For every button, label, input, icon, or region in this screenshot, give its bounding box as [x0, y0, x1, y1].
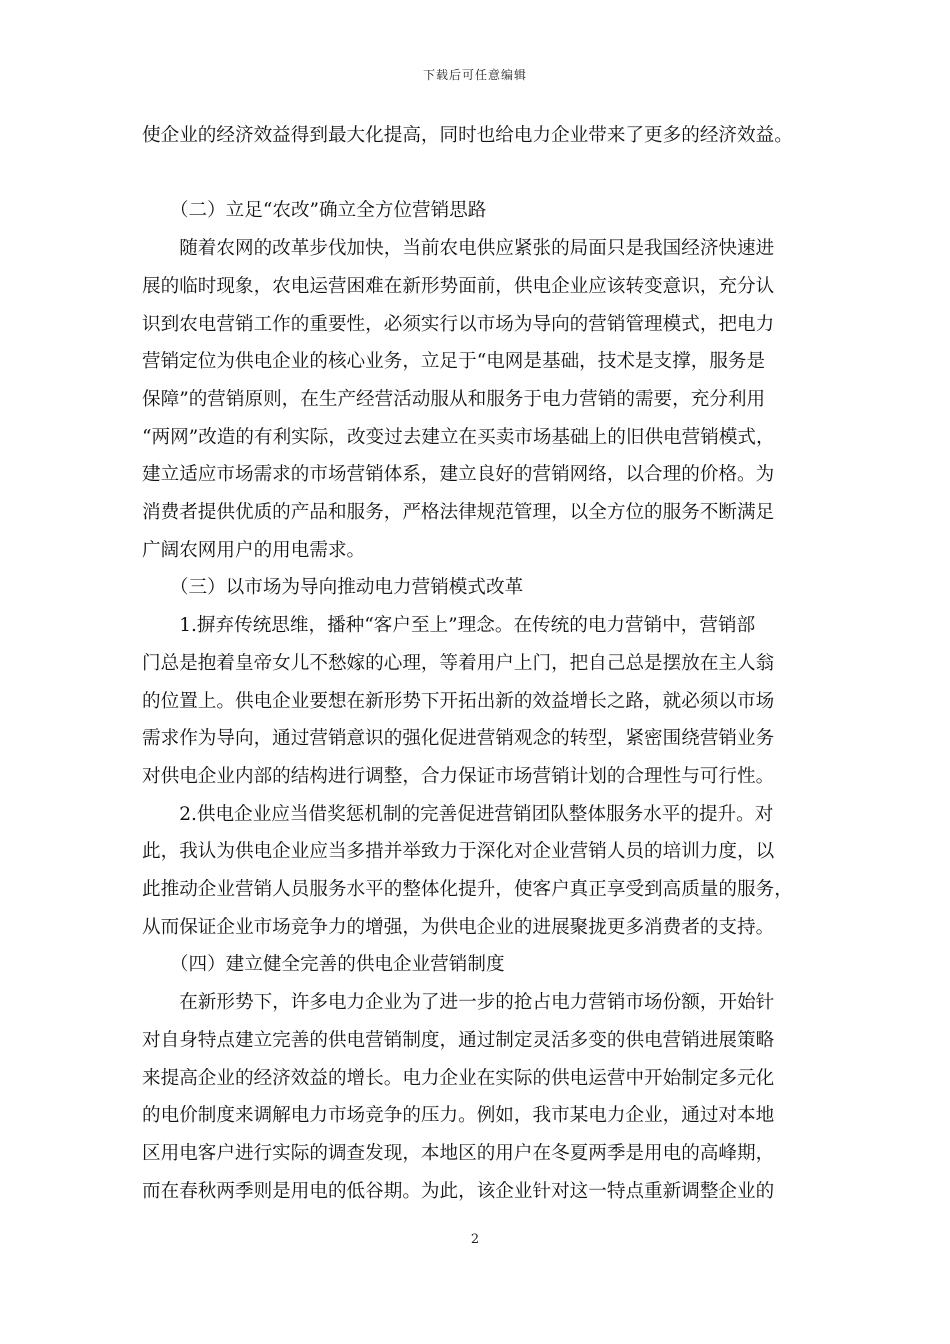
text-line: 而在春秋两季则是用电的低谷期。为此，该企业针对这一特点重新调整企业的	[142, 1180, 775, 1202]
document-body	[142, 117, 814, 1210]
page-number: 2	[470, 1232, 480, 1247]
text-line: 消费者提供优质的产品和服务，严格法律规范管理，以全方位的服务不断满足	[142, 502, 775, 524]
text-line: 的电价制度来调解电力市场竞争的压力。例如，我市某电力企业，通过对本地	[142, 1105, 775, 1127]
text-line: 需求作为导向，通过营销意识的强化促进营销观念的转型，紧密围绕营销业务	[142, 728, 775, 750]
text-line: 保障”的营销原则，在生产经营活动服从和服务于电力营销的需要，充分利用	[142, 388, 766, 410]
text-line: 从而保证企业市场竞争力的增强，为供电企业的进展聚拢更多消费者的支持。	[142, 916, 775, 938]
text-line: 此，我认为供电企业应当多措并举致力于深化对企业营销人员的培训力度，以	[142, 841, 775, 863]
section-heading: （四）建立健全完善的供电企业营销制度	[142, 954, 505, 976]
text-line: 广阔农网用户的用电需求。	[142, 539, 366, 561]
text-line: 2.供电企业应当借奖惩机制的完善促进营销团队整体服务水平的提升。对	[142, 803, 774, 825]
text-line: 展的临时现象，农电运营困难在新形势面前，供电企业应该转变意识，充分认	[142, 275, 775, 297]
text-line: 使企业的经济效益得到最大化提高，同时也给电力企业带来了更多的经济效益。	[142, 125, 793, 146]
text-line: 对供电企业内部的结构进行调整，合力保证市场营销计划的合理性与可行性。	[142, 765, 775, 787]
text-line: 在新形势下，许多电力企业为了进一步的抢占电力营销市场份额，开始针	[142, 992, 775, 1014]
text-line: 建立适应市场需求的市场营销体系，建立良好的营销网络，以合理的价格。为	[142, 464, 775, 486]
page-header: 下载后可任意编辑	[422, 68, 527, 82]
text-line: 1.摒弃传统思维，播种“客户至上”理念。在传统的电力营销中，营销部	[142, 615, 756, 637]
text-line: 的位置上。供电企业要想在新形势下开拓出新的效益增长之路，就必须以市场	[142, 690, 775, 712]
text-line: 识到农电营销工作的重要性，必须实行以市场为导向的营销管理模式，把电力	[142, 313, 775, 335]
paragraph-gap	[142, 155, 814, 193]
text-line: 来提高企业的经济效益的增长。电力企业在实际的供电运营中开始制定多元化	[142, 1067, 775, 1089]
text-line: “两网”改造的有利实际，改变过去建立在买卖市场基础上的旧供电营销模式，	[142, 426, 775, 448]
section-heading: （二）立足“农改”确立全方位营销思路	[142, 200, 487, 222]
text-line: 门总是抱着皇帝女儿不愁嫁的心理，等着用户上门，把自己总是摆放在主人翁	[142, 652, 775, 674]
text-line: 对自身特点建立完善的供电营销制度，通过制定灵活多变的供电营销进展策略	[142, 1029, 775, 1051]
text-line: 营销定位为供电企业的核心业务，立足于“电网是基础，技术是支撑，服务是	[142, 351, 766, 373]
section-heading: （三）以市场为导向推动电力营销模式改革	[142, 577, 524, 599]
text-line: 区用电客户进行实际的调查发现，本地区的用户在冬夏两季是用电的高峰期，	[142, 1142, 775, 1164]
text-line: 随着农网的改革步伐加快，当前农电供应紧张的局面只是我国经济快速进	[142, 238, 775, 260]
text-line: 此推动企业营销人员服务水平的整体化提升，使客户真正享受到高质量的服务，	[142, 879, 793, 901]
